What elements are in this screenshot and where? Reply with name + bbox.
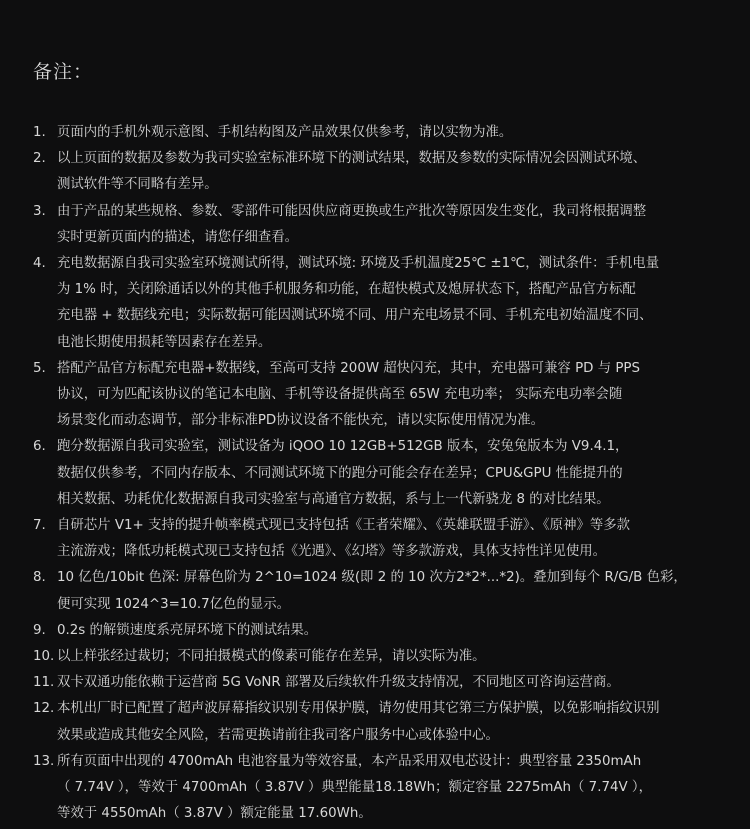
note-text: 跑分数据源自我司实验室，测试设备为 iQOO 10 12GB+512GB 版本，安兔兔版本为 V9.4.1， 数据仅供参考，不同内存版本、不同测试环境下的跑分可能会存在差异；CPU&GPU 性能提升的 相关数据、功耗优化数据源自我司实验室与高通官方数据，系与上一代新骁龙 8 的对比结果。 <box>57 439 629 507</box>
note-item-11 <box>33 670 730 696</box>
note-text: 以上样张经过裁切；不同拍摄模式的像素可能存在差异，请以实际为准。 <box>57 649 486 665</box>
note-item-12 <box>33 696 730 748</box>
note-text: 本机出厂时已配置了超声波屏幕指纹识别专用保护膜，请勿使用其它第三方保护膜，以免影响指纹识别 效果或造成其他安全风险，若需更换请前往我司客户服务中心或体验中心。 <box>57 701 660 743</box>
note-number: 13. <box>33 753 55 769</box>
note-item-4 <box>33 251 730 356</box>
note-item-3 <box>33 199 730 251</box>
note-number: 3. <box>33 203 46 219</box>
note-text: 10 亿色/10bit 色深: 屏幕色阶为 2^10=1024 级(即 2 的 10 次方2*2*...*2)。叠加到每个 R/G/B 色彩， 便可实现 1024^3=10.7亿色的显示。 <box>57 570 687 612</box>
note-number: 6. <box>33 439 46 455</box>
note-item-1 <box>33 120 730 146</box>
note-number: 5. <box>33 360 46 376</box>
note-item-2 <box>33 146 730 198</box>
note-text: 以上页面的数据及参数为我司实验室标准环境下的测试结果，数据及参数的实际情况会因测试环境、 测试软件等不同略有差异。 <box>57 151 647 193</box>
note-number: 7. <box>33 518 46 534</box>
note-number: 4. <box>33 256 46 272</box>
note-text: 充电数据源自我司实验室环境测试所得，测试环境: 环境及手机温度25℃ ±1℃，测试条件：手机电量 为 1% 时，关闭除通话以外的其他手机服务和功能，在超快模式及熄屏状态下，搭配产品官方标配 充电器 + 数据线充电；实际数据可能因测试环境不同、用户充电场景不同、手机充电初始温度不同、 电池长期使用损耗等因素存在差异。 <box>57 256 660 350</box>
note-number: 11. <box>33 675 55 691</box>
note-item-10 <box>33 644 730 670</box>
note-text: 自研芯片 V1+ 支持的提升帧率模式现已支持包括《王者荣耀》、《英雄联盟手游》、《原神》等多款 主流游戏；降低功耗模式现已支持包括《光遇》、《幻塔》等多款游戏，具体支持性详见使用。 <box>57 518 631 560</box>
note-text: 搭配产品官方标配充电器+数据线，至高可支持 200W 超快闪充，其中，充电器可兼容 PD 与 PPS 协议，可为匹配该协议的笔记本电脑、手机等设备提供高至 65W 充电功率； 实际充电功率会随 场景变化而动态调节，部分非标准PD协议设备不能快充，请以实际使用情况为准。 <box>57 360 641 429</box>
note-item-9 <box>33 618 730 644</box>
note-number: 8. <box>33 570 46 586</box>
note-number: 9. <box>33 622 46 638</box>
note-number: 12. <box>33 701 55 717</box>
note-item-6 <box>33 434 730 513</box>
note-item-8 <box>33 565 730 617</box>
note-text: 0.2s 的解锁速度系亮屏环境下的测试结果。 <box>57 622 318 638</box>
notes-list <box>33 120 730 827</box>
note-text: 所有页面中出现的 4700mAh 电池容量为等效容量，本产品采用双电芯设计：典型容量 2350mAh （ 7.74V ），等效于 4700mAh（ 3.87V ）典型能量18.18Wh；额定容量 2275mAh（ 7.74V ）， 等效于 4550mAh（ 3.87V ）额定能量 17.60Wh。 <box>57 753 652 822</box>
note-text: 由于产品的某些规格、参数、零部件可能因供应商更换或生产批次等原因发生变化，我司将根据调整 实时更新页面内的描述，请您仔细查看。 <box>57 203 647 245</box>
note-number: 10. <box>33 649 55 665</box>
note-item-13 <box>33 749 730 828</box>
note-text: 页面内的手机外观示意图、手机结构图及产品效果仅供参考，请以实物为准。 <box>57 125 513 140</box>
notes-heading: 备注： <box>33 61 94 83</box>
note-item-7 <box>33 513 730 565</box>
note-item-5 <box>33 356 730 435</box>
note-number: 1. <box>33 125 46 140</box>
note-text: 双卡双通功能依赖于运营商 5G VoNR 部署及后续软件升级支持情况，不同地区可咨询运营商。 <box>57 675 620 691</box>
note-number: 2. <box>33 151 46 167</box>
